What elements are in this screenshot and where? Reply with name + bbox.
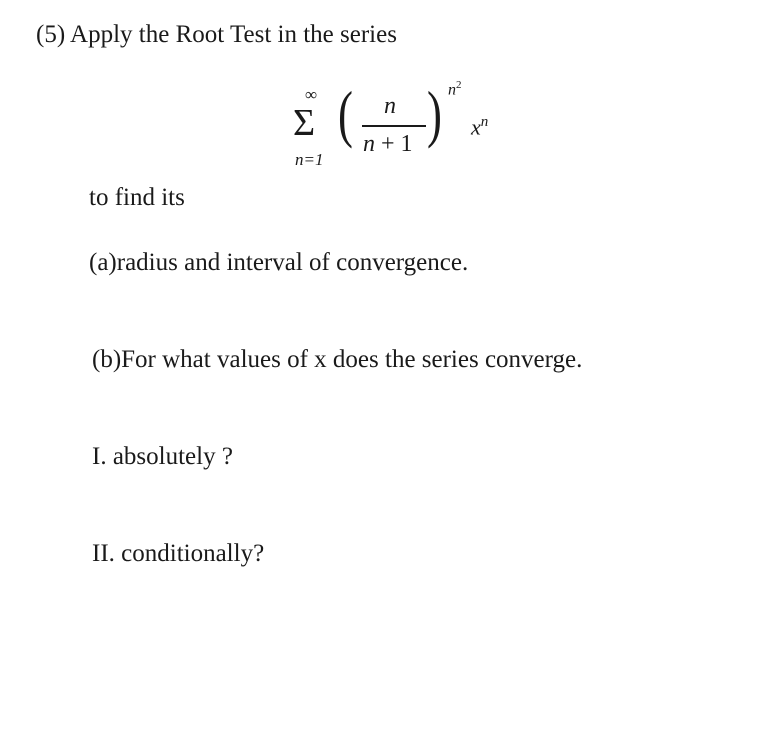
sum-symbol: Σ xyxy=(293,102,316,144)
part-a-text: (a)radius and interval of convergence. xyxy=(89,249,469,276)
fraction-bar xyxy=(362,125,426,127)
sum-lower-limit: n=1 xyxy=(295,150,324,169)
outer-exponent: $n^2$ xyxy=(448,79,462,99)
right-parenthesis: ) xyxy=(427,78,442,149)
sum-upper-limit: ∞ xyxy=(305,85,318,104)
part-b-text: (b)For what values of x does the series converge. xyxy=(92,346,583,373)
power-term: $x^n$ xyxy=(471,114,489,140)
left-parenthesis: ( xyxy=(338,78,353,149)
intro-text: to find its xyxy=(89,184,185,211)
sub-question-ii: II. conditionally? xyxy=(92,540,265,567)
fraction-numerator: n xyxy=(384,93,396,119)
series-formula xyxy=(288,78,508,174)
fraction-denominator: n + 1 xyxy=(363,131,413,157)
problem-heading: (5) Apply the Root Test in the series xyxy=(36,21,397,48)
sub-question-i: I. absolutely ? xyxy=(92,443,233,470)
